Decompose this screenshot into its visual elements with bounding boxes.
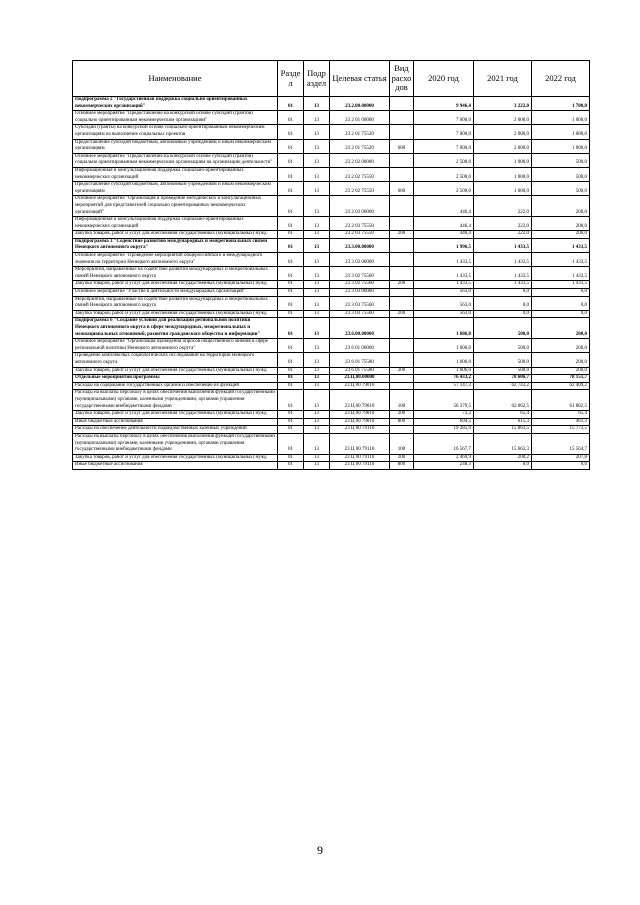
- table-row: [73, 454, 590, 462]
- row-section-cell: 01: [278, 390, 304, 411]
- row-section-cell: 01: [278, 153, 304, 167]
- row-2022-value: 200,0: [532, 318, 590, 339]
- row-2022-value: 200,0: [532, 339, 590, 353]
- row-2020-value: 7 000,0: [414, 139, 474, 153]
- row-2022-value: 200,0: [532, 231, 590, 239]
- row-2021-value: 500,0: [474, 318, 532, 339]
- row-2020-value: 7 000,0: [414, 111, 474, 125]
- row-name-cell: Закупка товаров, работ и услуг для обеспечения государственных (муниципальных) нужд: [73, 454, 278, 462]
- row-section-cell: 01: [278, 426, 304, 434]
- row-2020-value: 446,4: [414, 196, 474, 217]
- header-2022: 2022 год: [532, 61, 590, 97]
- row-2021-value: 2 000,0: [474, 111, 532, 125]
- row-subsection-cell: 13: [304, 253, 330, 267]
- row-2022-value: 0,0: [532, 462, 590, 470]
- row-expense-type-cell: [390, 382, 414, 390]
- row-2020-value: 563,0: [414, 296, 474, 310]
- row-subsection-cell: 13: [304, 426, 330, 434]
- row-section-cell: 01: [278, 281, 304, 289]
- row-subsection-cell: 13: [304, 281, 330, 289]
- row-article-cell: 23 2 01 75520: [330, 125, 390, 139]
- row-subsection-cell: 13: [304, 296, 330, 310]
- row-section-cell: 01: [278, 238, 304, 252]
- row-name-cell: Предоставление субсидий бюджетным, автономным учреждениям и иным некоммерческим организациям: [73, 139, 278, 153]
- row-section-cell: 01: [278, 339, 304, 353]
- row-article-cell: 23 6 01 00000: [330, 339, 390, 353]
- row-section-cell: 01: [278, 433, 304, 454]
- table-row: [73, 139, 590, 153]
- row-expense-type-cell: [390, 253, 414, 267]
- row-subsection-cell: 13: [304, 238, 330, 252]
- row-article-cell: 23 Ц 00 79010: [330, 411, 390, 419]
- row-2021-value: 62 062,5: [474, 390, 532, 411]
- table-row: [73, 111, 590, 125]
- table-header-row: [73, 61, 590, 97]
- table-row: [73, 382, 590, 390]
- row-article-cell: 23.3.00.00000: [330, 238, 390, 252]
- row-article-cell: 23 2 02 75550: [330, 167, 390, 181]
- row-2020-value: 1 996,5: [414, 238, 474, 252]
- row-subsection-cell: 13: [304, 231, 330, 239]
- row-subsection-cell: 13: [304, 462, 330, 470]
- row-article-cell: 23 2 01 75520: [330, 139, 390, 153]
- row-subsection-cell: 13: [304, 433, 330, 454]
- row-2022-value: 200,0: [532, 217, 590, 231]
- row-expense-type-cell: [390, 238, 414, 252]
- row-2022-value: 1 000,0: [532, 125, 590, 139]
- row-2020-value: 1 606,0: [414, 318, 474, 339]
- row-2020-value: 56 379,5: [414, 390, 474, 411]
- row-section-cell: 01: [278, 217, 304, 231]
- row-subsection-cell: 13: [304, 217, 330, 231]
- row-2020-value: 563,0: [414, 289, 474, 297]
- row-article-cell: 23 Ц 00 79010: [330, 390, 390, 411]
- row-2020-value: 76 433,2: [414, 375, 474, 383]
- row-expense-type-cell: [390, 196, 414, 217]
- row-article-cell: 23 3 02 75560: [330, 281, 390, 289]
- row-2020-value: 446,4: [414, 217, 474, 231]
- row-section-cell: 01: [278, 289, 304, 297]
- row-article-cell: 23 3 03 00000: [330, 289, 390, 297]
- row-expense-type-cell: 200: [390, 310, 414, 318]
- row-expense-type-cell: [390, 217, 414, 231]
- row-article-cell: 23 2 01 00000: [330, 111, 390, 125]
- table-row: [73, 167, 590, 181]
- row-subsection-cell: 13: [304, 411, 330, 419]
- table-row: [73, 281, 590, 289]
- row-section-cell: 01: [278, 296, 304, 310]
- row-2021-value: 2 000,0: [474, 125, 532, 139]
- row-2022-value: 0,0: [532, 296, 590, 310]
- row-subsection-cell: 13: [304, 289, 330, 297]
- row-expense-type-cell: [390, 97, 414, 111]
- row-2020-value: 16 567,7: [414, 433, 474, 454]
- row-subsection-cell: 13: [304, 267, 330, 281]
- row-2021-value: 65,4: [474, 411, 532, 419]
- row-2021-value: 1 000,0: [474, 182, 532, 196]
- row-2021-value: 1 000,0: [474, 167, 532, 181]
- row-name-cell: Основное мероприятие "Предоставление на конкурсной основе субсидий (грантов) социально ориентированным некоммерческим организациям": [73, 111, 278, 125]
- table-row: [73, 411, 590, 419]
- row-expense-type-cell: [390, 318, 414, 339]
- row-name-cell: Субсидии (гранты) на конкурсной основе социально-ориентированным некоммерческим организациям на выполнение социальных проектов: [73, 125, 278, 139]
- table-row: [73, 238, 590, 252]
- row-2021-value: 222,0: [474, 231, 532, 239]
- row-2022-value: 65,4: [532, 411, 590, 419]
- row-subsection-cell: 13: [304, 339, 330, 353]
- row-section-cell: 01: [278, 97, 304, 111]
- table-row: [73, 375, 590, 383]
- header-article: Целевая статья: [330, 61, 390, 97]
- row-2021-value: 500,0: [474, 339, 532, 353]
- row-name-cell: Проведение комплексных социологических исследований на территории Ненецкого автономного округа: [73, 353, 278, 367]
- row-name-cell: Закупка товаров, работ и услуг для обеспечения государственных (муниципальных) нужд: [73, 411, 278, 419]
- row-name-cell: Информационная и консультационная поддержка социально-ориентированных некоммерческих организаций: [73, 167, 278, 181]
- row-name-cell: Мероприятия, направленные на содействие развития международных и межрегиональных связей Ненецкого автономного округа: [73, 267, 278, 281]
- row-name-cell: Подпрограмма 2 "Государственная поддержка социально ориентированных некоммерческих организаций": [73, 97, 278, 111]
- row-section-cell: 01: [278, 182, 304, 196]
- row-subsection-cell: 13: [304, 139, 330, 153]
- row-section-cell: 01: [278, 454, 304, 462]
- row-article-cell: 23 2 03 75550: [330, 231, 390, 239]
- row-section-cell: 01: [278, 111, 304, 125]
- table-row: [73, 267, 590, 281]
- row-2022-value: 500,0: [532, 153, 590, 167]
- row-2020-value: 73,3: [414, 411, 474, 419]
- row-2022-value: 1 433,5: [532, 253, 590, 267]
- row-section-cell: 01: [278, 382, 304, 390]
- row-2020-value: 2 500,0: [414, 153, 474, 167]
- row-section-cell: 01: [278, 231, 304, 239]
- row-2021-value: 1 433,5: [474, 253, 532, 267]
- row-article-cell: 23 Ц 00 79110: [330, 462, 390, 470]
- row-subsection-cell: 13: [304, 111, 330, 125]
- row-2022-value: 1 000,0: [532, 111, 590, 125]
- row-section-cell: 01: [278, 375, 304, 383]
- row-expense-type-cell: [390, 267, 414, 281]
- row-expense-type-cell: [390, 289, 414, 297]
- row-section-cell: 01: [278, 418, 304, 426]
- row-name-cell: Мероприятия, направленные на содействие развития международных и межрегиональных связей Ненецкого автономного округа: [73, 296, 278, 310]
- row-name-cell: Расходы на обеспечение деятельности подведомственных казенных учреждений: [73, 426, 278, 434]
- table-row: [73, 289, 590, 297]
- table-row: [73, 97, 590, 111]
- table-row: [73, 296, 590, 310]
- row-expense-type-cell: 600: [390, 182, 414, 196]
- row-2021-value: 0,0: [474, 462, 532, 470]
- row-2020-value: 1 433,5: [414, 281, 474, 289]
- row-name-cell: Иные бюджетные ассигнования: [73, 418, 278, 426]
- row-2021-value: 500,0: [474, 367, 532, 375]
- table-row: [73, 339, 590, 353]
- row-article-cell: 23.Ц.00.00000: [330, 375, 390, 383]
- row-2022-value: 78 151,7: [532, 375, 590, 383]
- row-section-cell: 01: [278, 462, 304, 470]
- row-2022-value: 200,0: [532, 353, 590, 367]
- row-2022-value: 0,0: [532, 289, 590, 297]
- row-2021-value: 2 000,0: [474, 139, 532, 153]
- row-name-cell: Закупка товаров, работ и услуг для обеспечения государственных (муниципальных) нужд: [73, 231, 278, 239]
- row-expense-type-cell: 100: [390, 390, 414, 411]
- row-2022-value: 0,0: [532, 310, 590, 318]
- table-row: [73, 426, 590, 434]
- row-name-cell: Закупка товаров, работ и услуг для обеспечения государственных (муниципальных) нужд: [73, 281, 278, 289]
- row-name-cell: Предоставление субсидий бюджетным, автономным учреждениям и иным некоммерческим организациям: [73, 182, 278, 196]
- row-2021-value: 0,0: [474, 310, 532, 318]
- row-2020-value: 1 606,0: [414, 367, 474, 375]
- row-name-cell: Информационная и консультационная поддержка социально-ориентированных некоммерческих организаций: [73, 217, 278, 231]
- row-2020-value: 1 606,0: [414, 339, 474, 353]
- row-2021-value: 0,0: [474, 289, 532, 297]
- row-subsection-cell: 13: [304, 97, 330, 111]
- row-expense-type-cell: 200: [390, 411, 414, 419]
- row-2020-value: 694,5: [414, 418, 474, 426]
- row-name-cell: Расходы на выплаты персоналу в целях обеспечения выполнения функций государственными (муниципальными) органами, казенными учреждениями, органами управления государственными внебюджетными фондами: [73, 433, 278, 454]
- header-expense-type: Вид расхо дов: [390, 61, 414, 97]
- row-2021-value: 3 222,0: [474, 97, 532, 111]
- row-subsection-cell: 13: [304, 382, 330, 390]
- row-article-cell: 23.2.00.00000: [330, 97, 390, 111]
- row-article-cell: 23 2 02 00000: [330, 153, 390, 167]
- row-2021-value: 222,0: [474, 217, 532, 231]
- table-body: [73, 97, 590, 470]
- row-article-cell: 23 3 03 75560: [330, 310, 390, 318]
- row-2022-value: 1 433,5: [532, 281, 590, 289]
- row-subsection-cell: 13: [304, 167, 330, 181]
- header-name: Наименование: [73, 61, 278, 97]
- row-article-cell: 23 2 02 75550: [330, 182, 390, 196]
- row-article-cell: 23 Ц 00 79010: [330, 382, 390, 390]
- row-2020-value: 1 433,5: [414, 267, 474, 281]
- row-2021-value: 15 663,3: [474, 433, 532, 454]
- row-section-cell: 01: [278, 167, 304, 181]
- row-section-cell: 01: [278, 125, 304, 139]
- header-2020: 2020 год: [414, 61, 474, 97]
- table-row: [73, 125, 590, 139]
- row-2022-value: 1 433,5: [532, 238, 590, 252]
- table-row: [73, 462, 590, 470]
- row-article-cell: 23 3 02 75560: [330, 267, 390, 281]
- table-row: [73, 196, 590, 217]
- row-subsection-cell: 13: [304, 367, 330, 375]
- row-expense-type-cell: [390, 167, 414, 181]
- row-subsection-cell: 13: [304, 390, 330, 411]
- row-name-cell: Основное мероприятие "Организация проведения опросов общественного мнения в сфере региональной политики Ненецкого автономного округа": [73, 339, 278, 353]
- header-section: Разде л: [278, 61, 304, 97]
- row-subsection-cell: 13: [304, 182, 330, 196]
- row-2021-value: 1 433,5: [474, 267, 532, 281]
- row-subsection-cell: 13: [304, 353, 330, 367]
- row-2020-value: 57 147,3: [414, 382, 474, 390]
- table-row: [73, 418, 590, 426]
- table-row: [73, 367, 590, 375]
- page-number: 9: [317, 843, 323, 857]
- row-2022-value: 200,0: [532, 367, 590, 375]
- row-expense-type-cell: [390, 339, 414, 353]
- row-section-cell: 01: [278, 196, 304, 217]
- row-expense-type-cell: [390, 111, 414, 125]
- row-2022-value: 207,8: [532, 454, 590, 462]
- row-2020-value: 1 606,0: [414, 353, 474, 367]
- row-expense-type-cell: 800: [390, 462, 414, 470]
- row-2021-value: 1 000,0: [474, 153, 532, 167]
- row-2021-value: 15 863,5: [474, 426, 532, 434]
- row-article-cell: 23 3 03 75560: [330, 296, 390, 310]
- row-subsection-cell: 13: [304, 153, 330, 167]
- row-2022-value: 62 409,2: [532, 382, 590, 390]
- row-subsection-cell: 13: [304, 318, 330, 339]
- row-article-cell: 23 2 03 75550: [330, 217, 390, 231]
- row-2022-value: 15 564,7: [532, 433, 590, 454]
- row-article-cell: 23 Ц 00 79110: [330, 454, 390, 462]
- row-expense-type-cell: [390, 125, 414, 139]
- row-subsection-cell: 13: [304, 375, 330, 383]
- row-expense-type-cell: [390, 426, 414, 434]
- row-2020-value: 2 500,0: [414, 182, 474, 196]
- row-2020-value: 1 433,5: [414, 253, 474, 267]
- row-2020-value: 446,4: [414, 231, 474, 239]
- row-2020-value: 2 500,0: [414, 167, 474, 181]
- row-expense-type-cell: 100: [390, 433, 414, 454]
- row-2021-value: 78 606,7: [474, 375, 532, 383]
- row-expense-type-cell: 800: [390, 418, 414, 426]
- table-row: [73, 390, 590, 411]
- row-name-cell: Основное мероприятие "Организация и проведение методических и консультационных мероприятий для представителей социально ориентированных некоммерческих организаций": [73, 196, 278, 217]
- table-row: [73, 433, 590, 454]
- row-section-cell: 01: [278, 411, 304, 419]
- row-expense-type-cell: [390, 153, 414, 167]
- row-2021-value: 222,0: [474, 196, 532, 217]
- row-2020-value: 9 946,4: [414, 97, 474, 111]
- row-subsection-cell: 13: [304, 310, 330, 318]
- row-2022-value: 1 433,5: [532, 267, 590, 281]
- row-2020-value: 2 469,9: [414, 454, 474, 462]
- row-expense-type-cell: 200: [390, 281, 414, 289]
- row-2020-value: 248,3: [414, 462, 474, 470]
- row-2021-value: 1 433,5: [474, 238, 532, 252]
- row-expense-type-cell: 200: [390, 367, 414, 375]
- row-name-cell: Закупка товаров, работ и услуг для обеспечения государственных (муниципальных) нужд: [73, 367, 278, 375]
- row-name-cell: Подпрограмма 6 "Создание условий для реализации региональной политики Ненецкого автономного округа в сфере международных, межрегиональных и межнациональных отношений, развития гражданского общества и информации": [73, 318, 278, 339]
- header-2021: 2021 год: [474, 61, 532, 97]
- row-article-cell: 23 Ц 00 79110: [330, 426, 390, 434]
- row-name-cell: Основное мероприятие "Проведение мероприятий общероссийского и международного значения на территории Ненецкого автономного округа": [73, 253, 278, 267]
- table-row: [73, 253, 590, 267]
- row-2021-value: 1 433,5: [474, 281, 532, 289]
- row-expense-type-cell: 200: [390, 454, 414, 462]
- row-expense-type-cell: 200: [390, 231, 414, 239]
- row-article-cell: 23.6.00.00000: [330, 318, 390, 339]
- row-name-cell: Основное мероприятие "Предоставление на конкурсной основе субсидий (грантов) социально ориентированным некоммерческим организациям на организацию деятельности": [73, 153, 278, 167]
- row-subsection-cell: 13: [304, 454, 330, 462]
- row-name-cell: Расходы на выплаты персоналу в целях обеспечения выполнения функций государственными (муниципальными) органами, казенными учреждениями, органами управления государственными внебюджетными фондами: [73, 390, 278, 411]
- row-section-cell: 01: [278, 367, 304, 375]
- row-expense-type-cell: [390, 375, 414, 383]
- row-article-cell: 23 2 03 00000: [330, 196, 390, 217]
- row-2022-value: 15 772,5: [532, 426, 590, 434]
- row-2022-value: 1 700,0: [532, 97, 590, 111]
- row-subsection-cell: 13: [304, 196, 330, 217]
- row-2020-value: 19 285,9: [414, 426, 474, 434]
- row-expense-type-cell: [390, 353, 414, 367]
- row-subsection-cell: 13: [304, 125, 330, 139]
- budget-table: [72, 60, 590, 470]
- row-2022-value: 461,3: [532, 418, 590, 426]
- row-section-cell: 01: [278, 253, 304, 267]
- row-2021-value: 500,0: [474, 353, 532, 367]
- row-2021-value: 0,0: [474, 296, 532, 310]
- row-name-cell: Основное мероприятие "Участие в деятельности международных организаций": [73, 289, 278, 297]
- table-row: [73, 182, 590, 196]
- row-name-cell: Расходы на содержание государственных органов и обеспечение их функций: [73, 382, 278, 390]
- row-2020-value: 563,0: [414, 310, 474, 318]
- row-2022-value: 61 882,5: [532, 390, 590, 411]
- table-row: [73, 310, 590, 318]
- row-subsection-cell: 13: [304, 418, 330, 426]
- table-row: [73, 353, 590, 367]
- row-section-cell: 01: [278, 318, 304, 339]
- row-2021-value: 615,3: [474, 418, 532, 426]
- row-2022-value: 500,0: [532, 167, 590, 181]
- row-2021-value: 62 743,2: [474, 382, 532, 390]
- row-article-cell: 23 3 02 00000: [330, 253, 390, 267]
- table-row: [73, 217, 590, 231]
- row-name-cell: Отдельные мероприятия программы: [73, 375, 278, 383]
- header-subsection: Подр аздел: [304, 61, 330, 97]
- row-article-cell: 23 6 01 75580: [330, 353, 390, 367]
- row-article-cell: 23 6 01 75580: [330, 367, 390, 375]
- row-section-cell: 01: [278, 139, 304, 153]
- table-row: [73, 231, 590, 239]
- row-2020-value: 7 000,0: [414, 125, 474, 139]
- row-section-cell: 01: [278, 353, 304, 367]
- row-name-cell: Подпрограмма 3 "Содействие развитию международных и межрегиональных связей Ненецкого автономного округа": [73, 238, 278, 252]
- row-article-cell: 23 Ц 00 79110: [330, 433, 390, 454]
- row-expense-type-cell: [390, 296, 414, 310]
- row-2022-value: 200,0: [532, 196, 590, 217]
- row-2022-value: 1 000,0: [532, 139, 590, 153]
- row-expense-type-cell: 600: [390, 139, 414, 153]
- row-2021-value: 200,2: [474, 454, 532, 462]
- row-name-cell: Иные бюджетные ассигнования: [73, 462, 278, 470]
- row-article-cell: 23 Ц 00 79010: [330, 418, 390, 426]
- row-section-cell: 01: [278, 310, 304, 318]
- table-row: [73, 153, 590, 167]
- row-2022-value: 500,0: [532, 182, 590, 196]
- row-section-cell: 01: [278, 267, 304, 281]
- row-name-cell: Закупка товаров, работ и услуг для обеспечения государственных (муниципальных) нужд: [73, 310, 278, 318]
- table-row: [73, 318, 590, 339]
